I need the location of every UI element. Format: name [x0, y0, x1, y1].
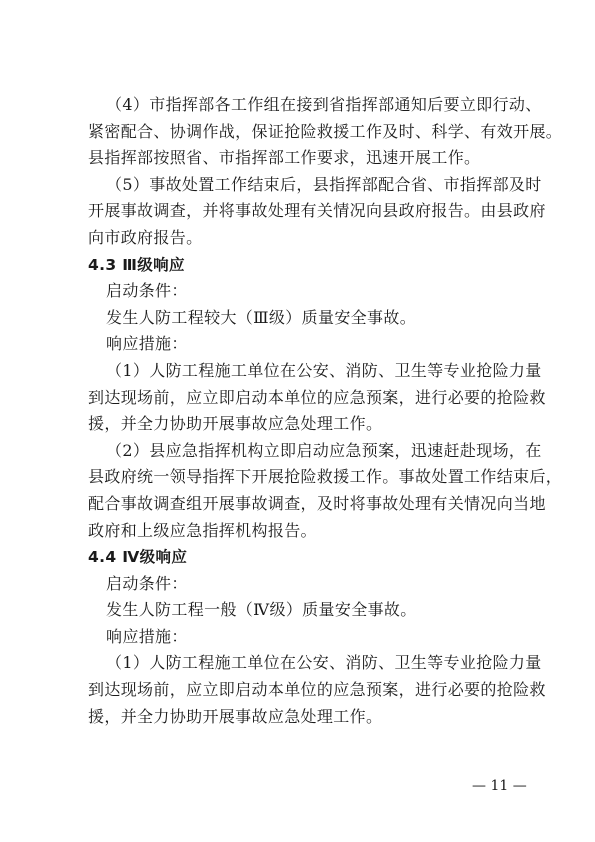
- paragraph-line: 援，并全力协助开展事故应急处理工作。: [88, 414, 383, 434]
- paragraph-line: （4）市指挥部各工作组在接到省指挥部通知后要立即行动、: [106, 95, 542, 114]
- paragraph-line: 政府和上级应急指挥机构报告。: [88, 520, 317, 540]
- paragraph-line: 到达现场前，应立即启动本单位的应急预案，进行必要的抢险救: [88, 387, 546, 407]
- paragraph-line: 县政府统一领导指挥下开展抢险救援工作。事故处置工作结束后，: [88, 467, 563, 487]
- paragraph-line: 发生人防工程较大（Ⅲ级）质量安全事故。: [106, 307, 417, 327]
- paragraph-line: 开展事故调查，并将事故处理有关情况向县政府报告。由县政府: [88, 201, 546, 221]
- paragraph-line: （5）事故处置工作结束后，县指挥部配合省、市指挥部及时: [106, 174, 542, 194]
- section-heading-4-3: 4.3 Ⅲ级响应: [88, 255, 185, 274]
- paragraph-line: 援，并全力协助开展事故应急处理工作。: [88, 706, 383, 726]
- page-number: — 11 —: [472, 778, 527, 794]
- label-start-condition: 启动条件：: [106, 573, 188, 593]
- paragraph-line: 向市政府报告。: [88, 227, 203, 247]
- label-response-measures: 响应措施：: [106, 626, 188, 646]
- label-start-condition: 启动条件：: [106, 281, 188, 301]
- paragraph-line: （2）县应急指挥机构立即启动应急预案，迅速赶赴现场，在: [106, 440, 542, 460]
- paragraph-line: 到达现场前，应立即启动本单位的应急预案，进行必要的抢险救: [88, 680, 546, 700]
- paragraph-line: 县指挥部按照省、市指挥部工作要求，迅速开展工作。: [88, 148, 481, 168]
- paragraph-line: 紧密配合、协调作战，保证抢险救援工作及时、科学、有效开展。: [88, 121, 563, 141]
- label-response-measures: 响应措施：: [106, 334, 188, 354]
- paragraph-line: （1）人防工程施工单位在公安、消防、卫生等专业抢险力量: [106, 653, 542, 673]
- paragraph-line: 发生人防工程一般（Ⅳ级）质量安全事故。: [106, 600, 417, 620]
- paragraph-line: 配合事故调查组开展事故调查，及时将事故处理有关情况向当地: [88, 493, 546, 513]
- paragraph-line: （1）人防工程施工单位在公安、消防、卫生等专业抢险力量: [106, 360, 542, 380]
- section-heading-4-4: 4.4 Ⅳ级响应: [88, 548, 188, 567]
- document-body: [88, 92, 563, 730]
